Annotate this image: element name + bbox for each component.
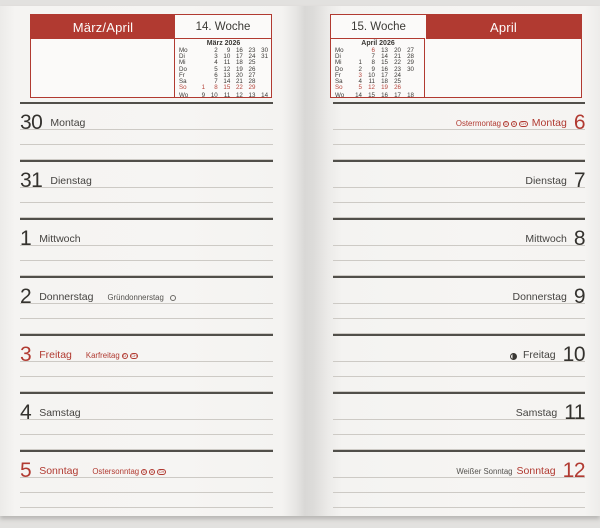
day-number: 8 [573,227,585,250]
mini-calendar-day-cell: 10 [210,92,218,98]
day-block-dienstag-31 [20,160,273,218]
writing-line [333,493,585,508]
mini-calendar-day-cell: 19 [381,84,388,92]
mini-calendar-day-cell: 18 [235,59,243,67]
mini-calendar-day-cell: 26 [248,65,256,73]
day-name: Freitag [522,349,556,361]
holiday-region-badge-ch: CH [158,468,165,474]
mini-calendar-april [330,38,425,98]
day-block-sonntag-12 [333,450,585,508]
full-moon-icon [170,295,176,301]
day-name: Donnerstag [39,291,94,303]
writing-line [20,261,273,276]
mini-calendar-title: April 2026 [361,40,395,47]
mini-calendar-day-cell: 21 [235,78,243,86]
mini-calendar-day-cell: 27 [407,47,414,54]
mini-calendar-row-label: Fr [335,71,341,79]
mini-calendar-day-cell: 12 [223,65,231,73]
writing-line [20,304,273,319]
day-name: Mittwoch [525,233,567,245]
day-number: 7 [573,169,585,192]
day-number: 30 [20,111,43,134]
mini-calendar-day-cell: 24 [248,53,256,61]
day-name: Montag [531,117,567,129]
mini-calendar-maerz [174,38,272,98]
day-number: 4 [20,401,32,424]
mini-calendar-day-cell: 27 [248,71,256,79]
holiday-note-text: Karfreitag [85,351,120,360]
right-page [293,6,600,516]
mini-calendar-row-label: Sa [335,78,343,86]
day-number: 1 [20,227,32,250]
mini-calendar-row-label: Sa [179,78,187,86]
writing-line [333,478,585,493]
mini-calendar-row-label: Wo [335,92,345,98]
day-block-mittwoch-1 [20,218,273,276]
day-block-samstag-11 [333,392,585,450]
last-quarter-moon-icon [510,353,517,360]
mini-calendar-day-cell: 11 [223,59,231,67]
mini-calendar-day-cell: 3 [358,71,362,79]
holiday-note-text: Gründonnerstag [107,293,164,302]
mini-calendar-day-cell: 16 [381,65,388,73]
mini-calendar-day-cell: 14 [355,92,362,98]
mini-calendar-day-cell: 3 [214,53,218,61]
mini-calendar-day-cell: 28 [248,78,256,86]
writing-line [333,188,585,203]
mini-calendar-day-cell: 22 [394,59,401,67]
day-block-donnerstag-9 [333,276,585,334]
mini-calendar-day-cell: 8 [371,59,375,67]
day-label-row [333,452,585,482]
mini-calendar-day-cell: 14 [381,53,388,61]
day-name: Montag [50,117,86,129]
right-month-title: April [426,15,581,39]
mini-calendar-row-label: Mi [335,59,342,67]
holiday-note [92,467,166,476]
mini-calendar-day-cell [255,85,268,91]
writing-line [20,420,273,435]
mini-calendar-row-so [335,85,421,91]
mini-calendar-day-cell: 8 [214,84,218,92]
mini-calendar-day-cell: 15 [368,92,375,98]
mini-calendar-day-cell: 1 [201,84,206,92]
mini-calendar-day-cell: 16 [381,92,388,98]
mini-calendar-row-label: Fr [179,71,185,79]
mini-calendar-row-so [179,85,268,91]
mini-calendar-row-label: Do [335,65,343,73]
mini-calendar-day-cell: 17 [394,92,401,98]
writing-line [20,362,273,377]
right-header-notes-area [425,39,581,97]
writing-line [333,362,585,377]
mini-calendar-day-cell: 11 [223,92,231,98]
mini-calendar-day-cell: 10 [223,53,231,61]
day-number: 31 [20,169,43,192]
right-header-bottom [331,39,581,97]
mini-calendar-day-cell: 15 [381,59,388,67]
day-block-mittwoch-8 [333,218,585,276]
holiday-note-text: Weißer Sonntag [456,467,513,476]
mini-calendar-day-cell [401,85,414,91]
right-week-title: 15. Woche [351,21,406,33]
mini-calendar-row-label: Di [179,53,185,61]
left-header-notes-area [31,39,174,97]
day-label-row [20,162,273,192]
writing-line [20,246,273,261]
day-name: Samstag [39,407,81,419]
mini-calendar-day-cell: 30 [407,65,414,73]
right-day-list [333,102,585,508]
mini-calendar-day-cell: 2 [214,47,218,54]
day-block-sonntag-5 [20,450,273,508]
mini-calendar-day-cell: 25 [394,78,401,86]
mini-calendar-day-cell: 23 [394,65,401,73]
holiday-region-badge-ch: CH [131,352,137,358]
mini-calendar-day-cell: 4 [214,59,218,67]
writing-line [20,435,273,450]
mini-calendar-day-cell: 18 [407,92,414,98]
day-name: Mittwoch [39,233,81,245]
day-name: Sonntag [39,465,79,477]
holiday-note-text: Ostersonntag [92,467,140,476]
writing-line [20,319,273,334]
holiday-region-badge-d: D [504,120,508,126]
writing-line [20,478,273,493]
mini-calendar-day-cell: 18 [381,78,388,86]
mini-calendar-day-cell: 9 [371,65,375,73]
mini-calendar-row-label: Di [335,53,341,61]
right-header-top [331,15,581,39]
writing-line [333,420,585,435]
holiday-region-badge-a: A [150,468,154,474]
left-header-top [31,15,271,39]
mini-calendar-day-cell: 2 [358,65,362,73]
mini-calendar-day-cell: 24 [394,71,401,79]
right-header [330,14,582,98]
day-number: 9 [573,285,585,308]
day-block-freitag-3 [20,334,273,392]
mini-calendar-day-cell: 13 [381,47,388,54]
mini-calendar-day-cell: 17 [235,53,243,61]
day-number: 12 [562,459,585,482]
mini-calendar-row-label: So [179,84,187,92]
day-label-row [333,278,585,308]
day-block-montag-30 [20,102,273,160]
day-name: Dienstag [525,175,567,187]
holiday-region-badge-d: D [142,468,146,474]
day-label-row [333,162,585,192]
left-page [0,6,293,516]
day-label-row [20,278,273,308]
mini-calendar-day-cell: 30 [261,47,269,54]
mini-calendar-day-cell: 1 [358,59,362,67]
mini-calendar-day-cell: 26 [394,84,401,92]
writing-line [333,319,585,334]
writing-line [333,377,585,392]
writing-line [333,261,585,276]
mini-calendar-day-cell: 13 [223,71,231,79]
mini-calendar-day-cell: 11 [368,78,375,86]
day-block-freitag-10 [333,334,585,392]
writing-line [333,246,585,261]
writing-line [333,203,585,218]
day-number: 10 [562,343,585,366]
mini-calendar-day-cell: 20 [235,71,243,79]
mini-calendar-day-cell: 28 [407,53,414,61]
mini-calendar-day-cell: 23 [248,47,256,54]
writing-line [20,377,273,392]
left-week-title: 14. Woche [195,21,251,33]
day-label-row [333,336,585,366]
day-number: 11 [564,401,585,424]
mini-calendar-row-label: Mi [179,59,186,67]
writing-line [20,493,273,508]
mini-calendar-day-cell: 12 [235,92,243,98]
day-name: Dienstag [50,175,92,187]
day-label-row [333,394,585,424]
day-number: 3 [20,343,32,366]
mini-calendar-row-label: So [335,84,343,92]
mini-calendar-day-cell: 5 [358,84,362,92]
holiday-region-badge-d: D [123,352,127,358]
day-label-row [333,104,585,134]
day-label-row [20,336,273,366]
day-block-donnerstag-2 [20,276,273,334]
holiday-note [510,353,519,360]
mini-calendar-day-cell: 29 [248,84,256,92]
mini-calendar-day-cell: 25 [248,59,256,67]
mini-calendar-day-cell: 29 [407,59,414,67]
mini-calendar-day-cell: 19 [235,65,243,73]
writing-line [20,188,273,203]
mini-calendar-day-cell: 7 [214,78,218,86]
holiday-note-text: Ostermontag [455,119,501,128]
mini-calendar-day-cell: 6 [371,47,375,54]
day-label-row [20,394,273,424]
mini-calendar-day-cell: 4 [358,78,362,86]
mini-calendar-day-cell: 10 [368,71,375,79]
holiday-note [456,119,528,128]
day-name: Donnerstag [512,291,567,303]
mini-calendar-day-cell: 12 [368,84,375,92]
mini-calendar-row-label: Mo [335,47,344,54]
holiday-region-badge-a: A [512,120,516,126]
holiday-note [456,467,512,476]
writing-line [333,130,585,145]
left-month-title: März/April [31,15,175,39]
mini-calendar-day-cell: 17 [381,71,388,79]
left-header [30,14,272,98]
writing-line [20,145,273,160]
mini-calendar-day-cell: 13 [248,92,256,98]
day-number: 2 [20,285,32,308]
mini-calendar-day-cell: 15 [223,84,231,92]
day-label-row [333,220,585,250]
mini-calendar-row-wo [335,93,421,98]
day-label-row [20,452,273,482]
writing-line [333,304,585,319]
planner-spread [0,6,600,516]
day-block-dienstag-7 [333,160,585,218]
mini-calendar-day-cell: 20 [394,47,401,54]
mini-calendar-row-label: Mo [179,47,188,54]
mini-calendar-day-cell: 7 [371,53,375,61]
mini-calendar-day-cell: 22 [235,84,243,92]
day-block-montag-6 [333,102,585,160]
day-number: 6 [573,111,585,134]
mini-calendar-day-cell: 14 [261,92,269,98]
mini-calendar-day-cell: 6 [214,71,218,79]
mini-calendar-day-cell: 5 [214,65,218,73]
day-number: 5 [20,459,32,482]
holiday-region-badge-ch: CH [520,120,527,126]
day-label-row [20,220,273,250]
mini-calendar-row-label: Do [179,65,187,73]
writing-line [333,435,585,450]
left-day-list [20,102,273,508]
writing-line [20,203,273,218]
day-name: Samstag [515,407,558,419]
day-block-samstag-4 [20,392,273,450]
day-label-row [20,104,273,134]
mini-calendar-row-wo [179,93,268,98]
day-name: Sonntag [516,465,556,477]
writing-line [20,130,273,145]
mini-calendar-day-cell: 31 [261,53,269,61]
left-header-bottom [31,39,271,97]
writing-line [333,145,585,160]
mini-calendar-day-cell: 14 [223,78,231,86]
mini-calendar-day-cell: 21 [394,53,401,61]
mini-calendar-title: März 2026 [206,40,241,47]
mini-calendar-day-cell: 9 [201,92,206,98]
mini-calendar-row-label: Wo [179,92,189,98]
day-name: Freitag [39,349,72,361]
holiday-note [86,351,139,360]
holiday-note [107,293,175,302]
mini-calendar-day-cell: 16 [235,47,243,54]
mini-calendar-day-cell: 9 [226,47,231,54]
